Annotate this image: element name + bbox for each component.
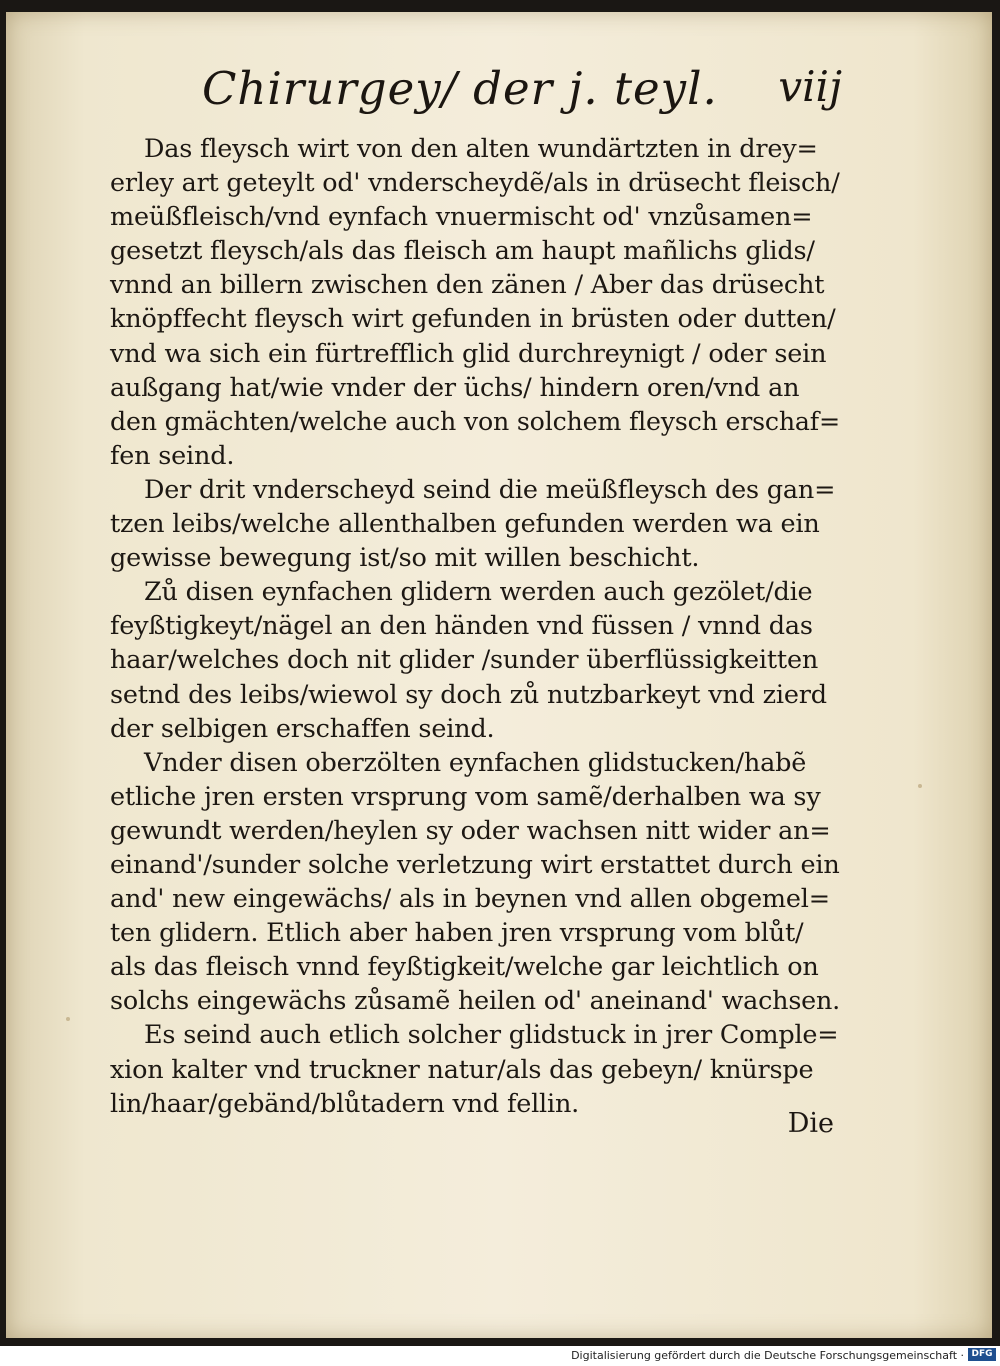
text-line: knöpffecht fleysch wirt gefunden in brüsten oder dutten/ xyxy=(110,304,836,335)
text-line: Der drit vnderscheyd seind die meüßfleysch des gan= xyxy=(144,474,836,505)
text-line: außgang hat/wie vnder der üchs/ hindern oren/vnd an xyxy=(110,372,800,403)
text-line: xion kalter vnd truckner natur/als das gebeyn/ knürspe xyxy=(110,1054,814,1085)
digitization-credit: Digitalisierung gefördert durch die Deutsche Forschungsgemeinschaft · xyxy=(571,1349,964,1362)
text-line: solchs eingewächs zůsamẽ heilen od' aneinand' wachsen. xyxy=(110,986,841,1017)
text-line: ten glidern. Etlich aber haben jren vrsprung vom blůt/ xyxy=(110,918,804,949)
text-line: den gmächten/welche auch von solchem fleysch erschaf= xyxy=(110,406,840,437)
body-text xyxy=(110,132,840,1121)
text-line: vnnd an billern zwischen den zänen / Aber das drüsecht xyxy=(110,270,825,301)
text-line: meüßfleisch/vnd eynfach vnuermischt od' vnzůsamen= xyxy=(110,202,813,233)
text-line: feyßtigkeyt/nägel an den händen vnd füssen / vnnd das xyxy=(110,611,813,642)
text-line: tzen leibs/welche allenthalben gefunden werden wa ein xyxy=(110,509,820,540)
paper-speck xyxy=(918,784,922,788)
text-line: der selbigen erschaffen seind. xyxy=(110,713,495,744)
text-line: fen seind. xyxy=(110,440,235,471)
page-header xyxy=(202,62,842,132)
text-line: Das fleysch wirt von den alten wundärtzten in drey= xyxy=(144,134,818,164)
paper-speck xyxy=(66,1017,70,1021)
text-line: setnd des leibs/wiewol sy doch zů nutzbarkeyt vnd zierd xyxy=(110,679,827,710)
dfg-logo: DFG xyxy=(968,1348,996,1361)
text-line: Zů disen eynfachen glidern werden auch gezölet/die xyxy=(144,577,813,608)
running-title: Chirurgey/ der j. teyl. xyxy=(202,62,718,115)
text-line: Vnder disen oberzölten eynfachen glidstucken/habẽ xyxy=(144,747,807,778)
text-line: etliche jren ersten vrsprung vom samẽ/derhalben wa sy xyxy=(110,781,821,812)
text-line: lin/haar/gebänd/blůtadern vnd fellin. xyxy=(110,1088,580,1119)
text-line: haar/welches doch nit glider /sunder überflüssigkeitten xyxy=(110,645,819,676)
folio-number: viij xyxy=(778,62,842,111)
text-line: als das fleisch vnnd feyßtigkeit/welche gar leichtlich on xyxy=(110,952,819,983)
text-line: einand'/sunder solche verletzung wirt erstattet durch ein xyxy=(110,849,840,880)
text-line: Es seind auch etlich solcher glidstuck in jrer Comple= xyxy=(144,1020,839,1051)
catchword: Die xyxy=(787,1108,834,1139)
text-line: gewisse bewegung ist/so mit willen beschicht. xyxy=(110,543,700,574)
text-line: gewundt werden/heylen sy oder wachsen nitt wider an= xyxy=(110,815,831,846)
text-line: vnd wa sich ein fürtrefflich glid durchreynigt / oder sein xyxy=(110,338,827,369)
text-line: erley art geteylt od' vnderscheydẽ/als in drüsecht fleisch/ xyxy=(110,168,840,199)
text-line: gesetzt fleysch/als das fleisch am haupt mañlichs glids/ xyxy=(110,236,815,267)
text-line: and' new eingewächs/ als in beynen vnd allen obgemel= xyxy=(110,884,830,915)
